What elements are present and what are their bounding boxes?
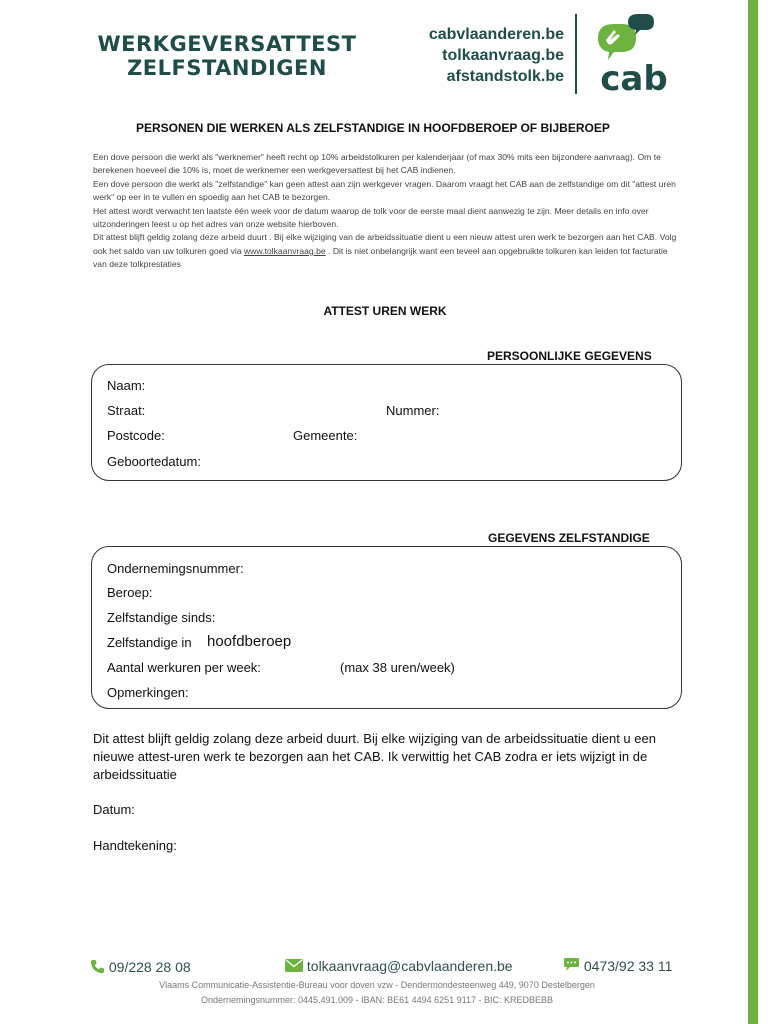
document-title: [88, 32, 366, 80]
intro-text: [93, 151, 683, 272]
tolkaanvraag-link[interactable]: www.tolkaanvraag.be: [243, 245, 326, 256]
footer-email[interactable]: [285, 958, 513, 974]
phone-number: 09/228 28 08: [108, 959, 191, 975]
website-list: [429, 24, 564, 87]
intro-p4-text: Dit attest blijft geldig zolang deze arbeid duurt . Bij elke wijziging van de arbeidssituatie dient u een nieuw attest uren werk te bezorgen aan het CAB. Volg ook het saldo van uw tolkuren goed via: [93, 232, 677, 256]
gemeente-label: Gemeente:: [293, 428, 358, 443]
intro-paragraph-4: [93, 231, 683, 271]
beroep-label: Beroep:: [107, 585, 153, 600]
site-tolkaanvraag[interactable]: tolkaanvraag.be: [442, 47, 564, 64]
intro-paragraph-3: Het attest wordt verwacht ten laatste één week voor de datum waarop de tolk voor de eerste maal dient aanwezig te zijn. Meer details en info over uitzonderingen leest u op het adres van onze website hierboven.: [93, 205, 649, 230]
werkuren-note: (max 38 uren/week): [340, 660, 455, 675]
personal-heading: PERSOONLIJKE GEGEVENS: [487, 349, 652, 363]
datum-label: Datum:: [93, 802, 135, 817]
zelfstandige-sinds-label: Zelfstandige sinds:: [107, 610, 216, 625]
footer-sms[interactable]: [563, 957, 672, 974]
footer-registration: Ondernemingsnummer: 0445.491.009 - IBAN: BE61 4494 6251 9117 - BIC: KREDBEBB: [200, 995, 554, 1005]
postcode-label: Postcode:: [107, 428, 165, 443]
naam-label: Naam:: [107, 378, 146, 393]
intro-p4-tail: . Dit is niet onbelangrijk want een teveel aan opgebruikte tolkuren kan leiden tot facturatie van deze tolkprestaties: [93, 245, 668, 270]
footer-phone[interactable]: [90, 959, 191, 975]
zelfstandige-in-label: Zelfstandige in: [107, 635, 192, 650]
email-address: tolkaanvraag@cabvlaanderen.be: [306, 958, 513, 974]
title-line-2: ZELFSTANDIGEN: [127, 56, 327, 80]
straat-label: Straat:: [107, 403, 146, 418]
sms-number: 0473/92 33 11: [583, 958, 673, 974]
site-afstandstolk[interactable]: afstandstolk.be: [446, 68, 564, 85]
validity-note: Dit attest blijft geldig zolang deze arbeid duurt. Bij elke wijziging van de arbeidssituatie dient u een nieuwe attest-uren werk te bezorgen aan het CAB. Ik verwittig het CAB zodra er iets wijzigt in de arbeidssituatie: [93, 731, 656, 782]
nummer-label: Nummer:: [386, 403, 440, 418]
site-cabvlaanderen[interactable]: cabvlaanderen.be: [428, 26, 564, 43]
ondernemingsnummer-label: Ondernemingsnummer:: [107, 561, 244, 576]
business-heading: GEGEVENS ZELFSTANDIGE: [488, 531, 650, 545]
zelfstandige-in-value: hoofdberoep: [207, 633, 292, 650]
intro-heading: PERSONEN DIE WERKEN ALS ZELFSTANDIGE IN HOOFDBEROEP OF BIJBEROEP: [136, 121, 610, 135]
cab-logo: [588, 10, 680, 94]
logo-text: cab: [600, 59, 668, 94]
header-divider: [575, 14, 577, 94]
footer-address: Vlaams Communicatie-Assistentie-Bureau voor doven vzw - Dendermondesteenweg 449, 9070 Destelbergen: [159, 980, 595, 990]
side-accent-bar: [748, 0, 758, 1024]
handtekening-label: Handtekening:: [93, 838, 177, 853]
cab-logo-graphic: [588, 10, 680, 94]
phone-icon: [90, 959, 105, 974]
geboortedatum-label: Geboortedatum:: [107, 454, 201, 469]
chat-icon: [563, 957, 580, 972]
envelope-icon: [285, 959, 303, 972]
intro-paragraph-1: Een dove persoon die werkt als "werknemer" heeft recht op 10% arbeidstolkuren per kalenderjaar (of max 30% mits een bijzondere aanvraag). Om te berekenen hoeveel die 10% is, moet de werknemer een werkgeversattest bij het CAB indienen.: [93, 152, 661, 176]
opmerkingen-label: Opmerkingen:: [107, 685, 189, 700]
attest-title: ATTEST UREN WERK: [323, 304, 447, 318]
intro-paragraph-2: Een dove persoon die werkt als "zelfstandige" kan geen attest aan zijn werkgever vragen. Daarom vraagt het CAB aan de zelfstandige om dit "attest uren werk" op eer in te vullen en spoedig aan het CAB te bezorgen.: [93, 178, 676, 203]
werkuren-label: Aantal werkuren per week:: [107, 660, 261, 675]
title-line-1: WERKGEVERSATTEST: [97, 32, 357, 56]
